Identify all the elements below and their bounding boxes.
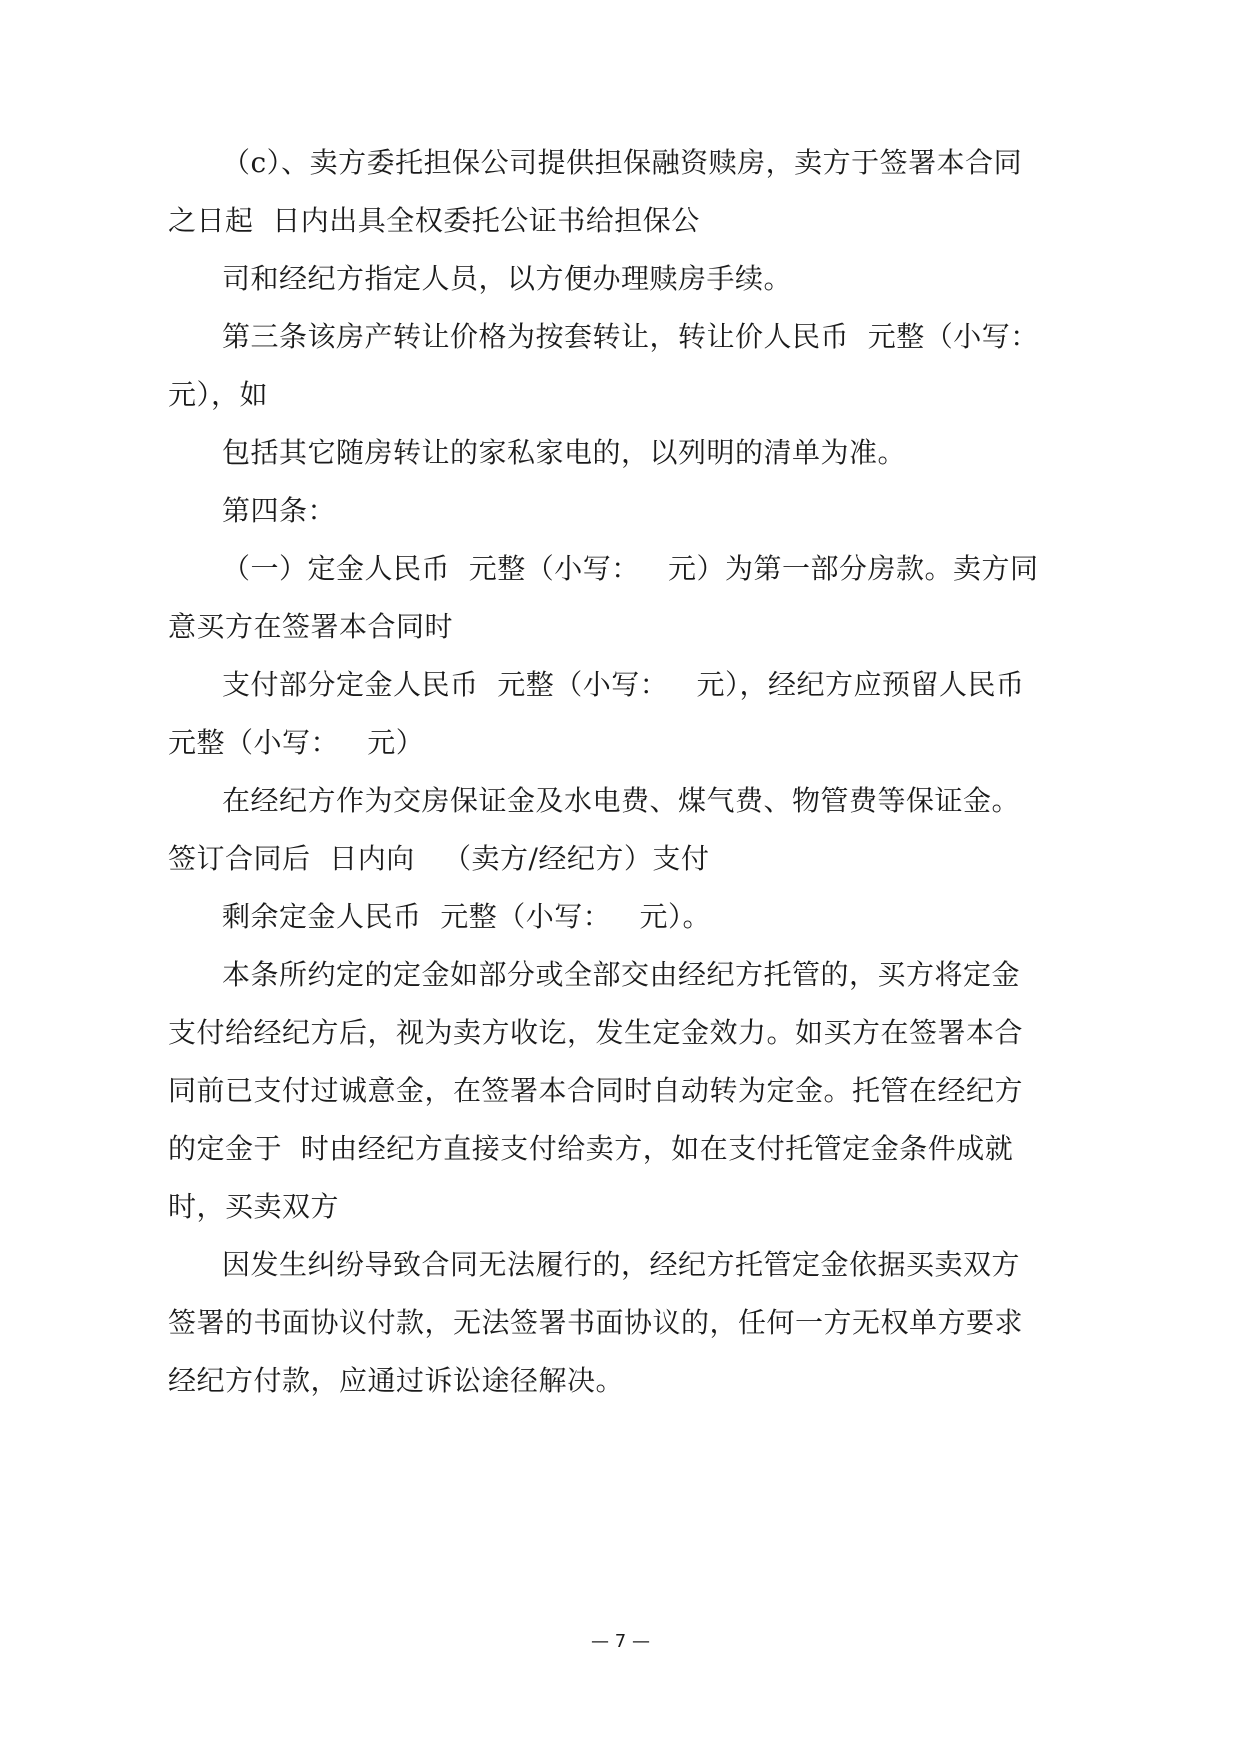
- paragraph-line: 第四条：: [222, 494, 337, 527]
- paragraph-line: 因发生纠纷导致合同无法履行的，经纪方托管定金依据买卖双方: [222, 1248, 1021, 1281]
- paragraph-line: 的定金于 时由经纪方直接支付给卖方，如在支付托管定金条件成就: [168, 1132, 1014, 1165]
- paragraph-line: 司和经纪方指定人员，以方便办理赎房手续。: [222, 262, 793, 295]
- paragraph-line: 包括其它随房转让的家私家电的，以列明的清单为准。: [222, 436, 907, 469]
- paragraph-line: 同前已支付过诚意金，在签署本合同时自动转为定金。托管在经纪方: [168, 1074, 1024, 1107]
- paragraph-line: 时，买卖双方: [168, 1190, 340, 1223]
- paragraph-line: （c）、卖方委托担保公司提供担保融资赎房，卖方于签署本合同: [222, 146, 1023, 179]
- paragraph-line: 第三条该房产转让价格为按套转让，转让价人民币 元整（小写：: [222, 320, 1039, 353]
- paragraph-line: 本条所约定的定金如部分或全部交由经纪方托管的，买方将定金: [222, 958, 1021, 991]
- paragraph-line: 之日起 日内出具全权委托公证书给担保公: [168, 204, 700, 237]
- paragraph-line: 支付部分定金人民币 元整（小写： 元），经纪方应预留人民币: [222, 668, 1025, 701]
- paragraph-line: 经纪方付款，应通过诉讼途径解决。: [168, 1364, 625, 1397]
- paragraph-line: 剩余定金人民币 元整（小写： 元）。: [222, 900, 712, 933]
- paragraph-line: 在经纪方作为交房保证金及水电费、煤气费、物管费等保证金。: [222, 784, 1021, 817]
- paragraph-line: 元整（小写： 元）: [168, 726, 425, 759]
- paragraph-line: 签署的书面协议付款，无法签署书面协议的，任何一方无权单方要求: [168, 1306, 1024, 1339]
- paragraph-line: 元），如: [168, 378, 269, 411]
- paragraph-line: （一）定金人民币 元整（小写： 元）为第一部分房款。卖方同: [222, 552, 1039, 585]
- paragraph-line: 签订合同后 日内向 （卖方/经纪方）支付: [168, 842, 710, 875]
- page-number: — 7 —: [591, 1631, 650, 1652]
- paragraph-line: 支付给经纪方后，视为卖方收讫，发生定金效力。如买方在签署本合: [168, 1016, 1024, 1049]
- paragraph-line: 意买方在签署本合同时: [168, 610, 454, 643]
